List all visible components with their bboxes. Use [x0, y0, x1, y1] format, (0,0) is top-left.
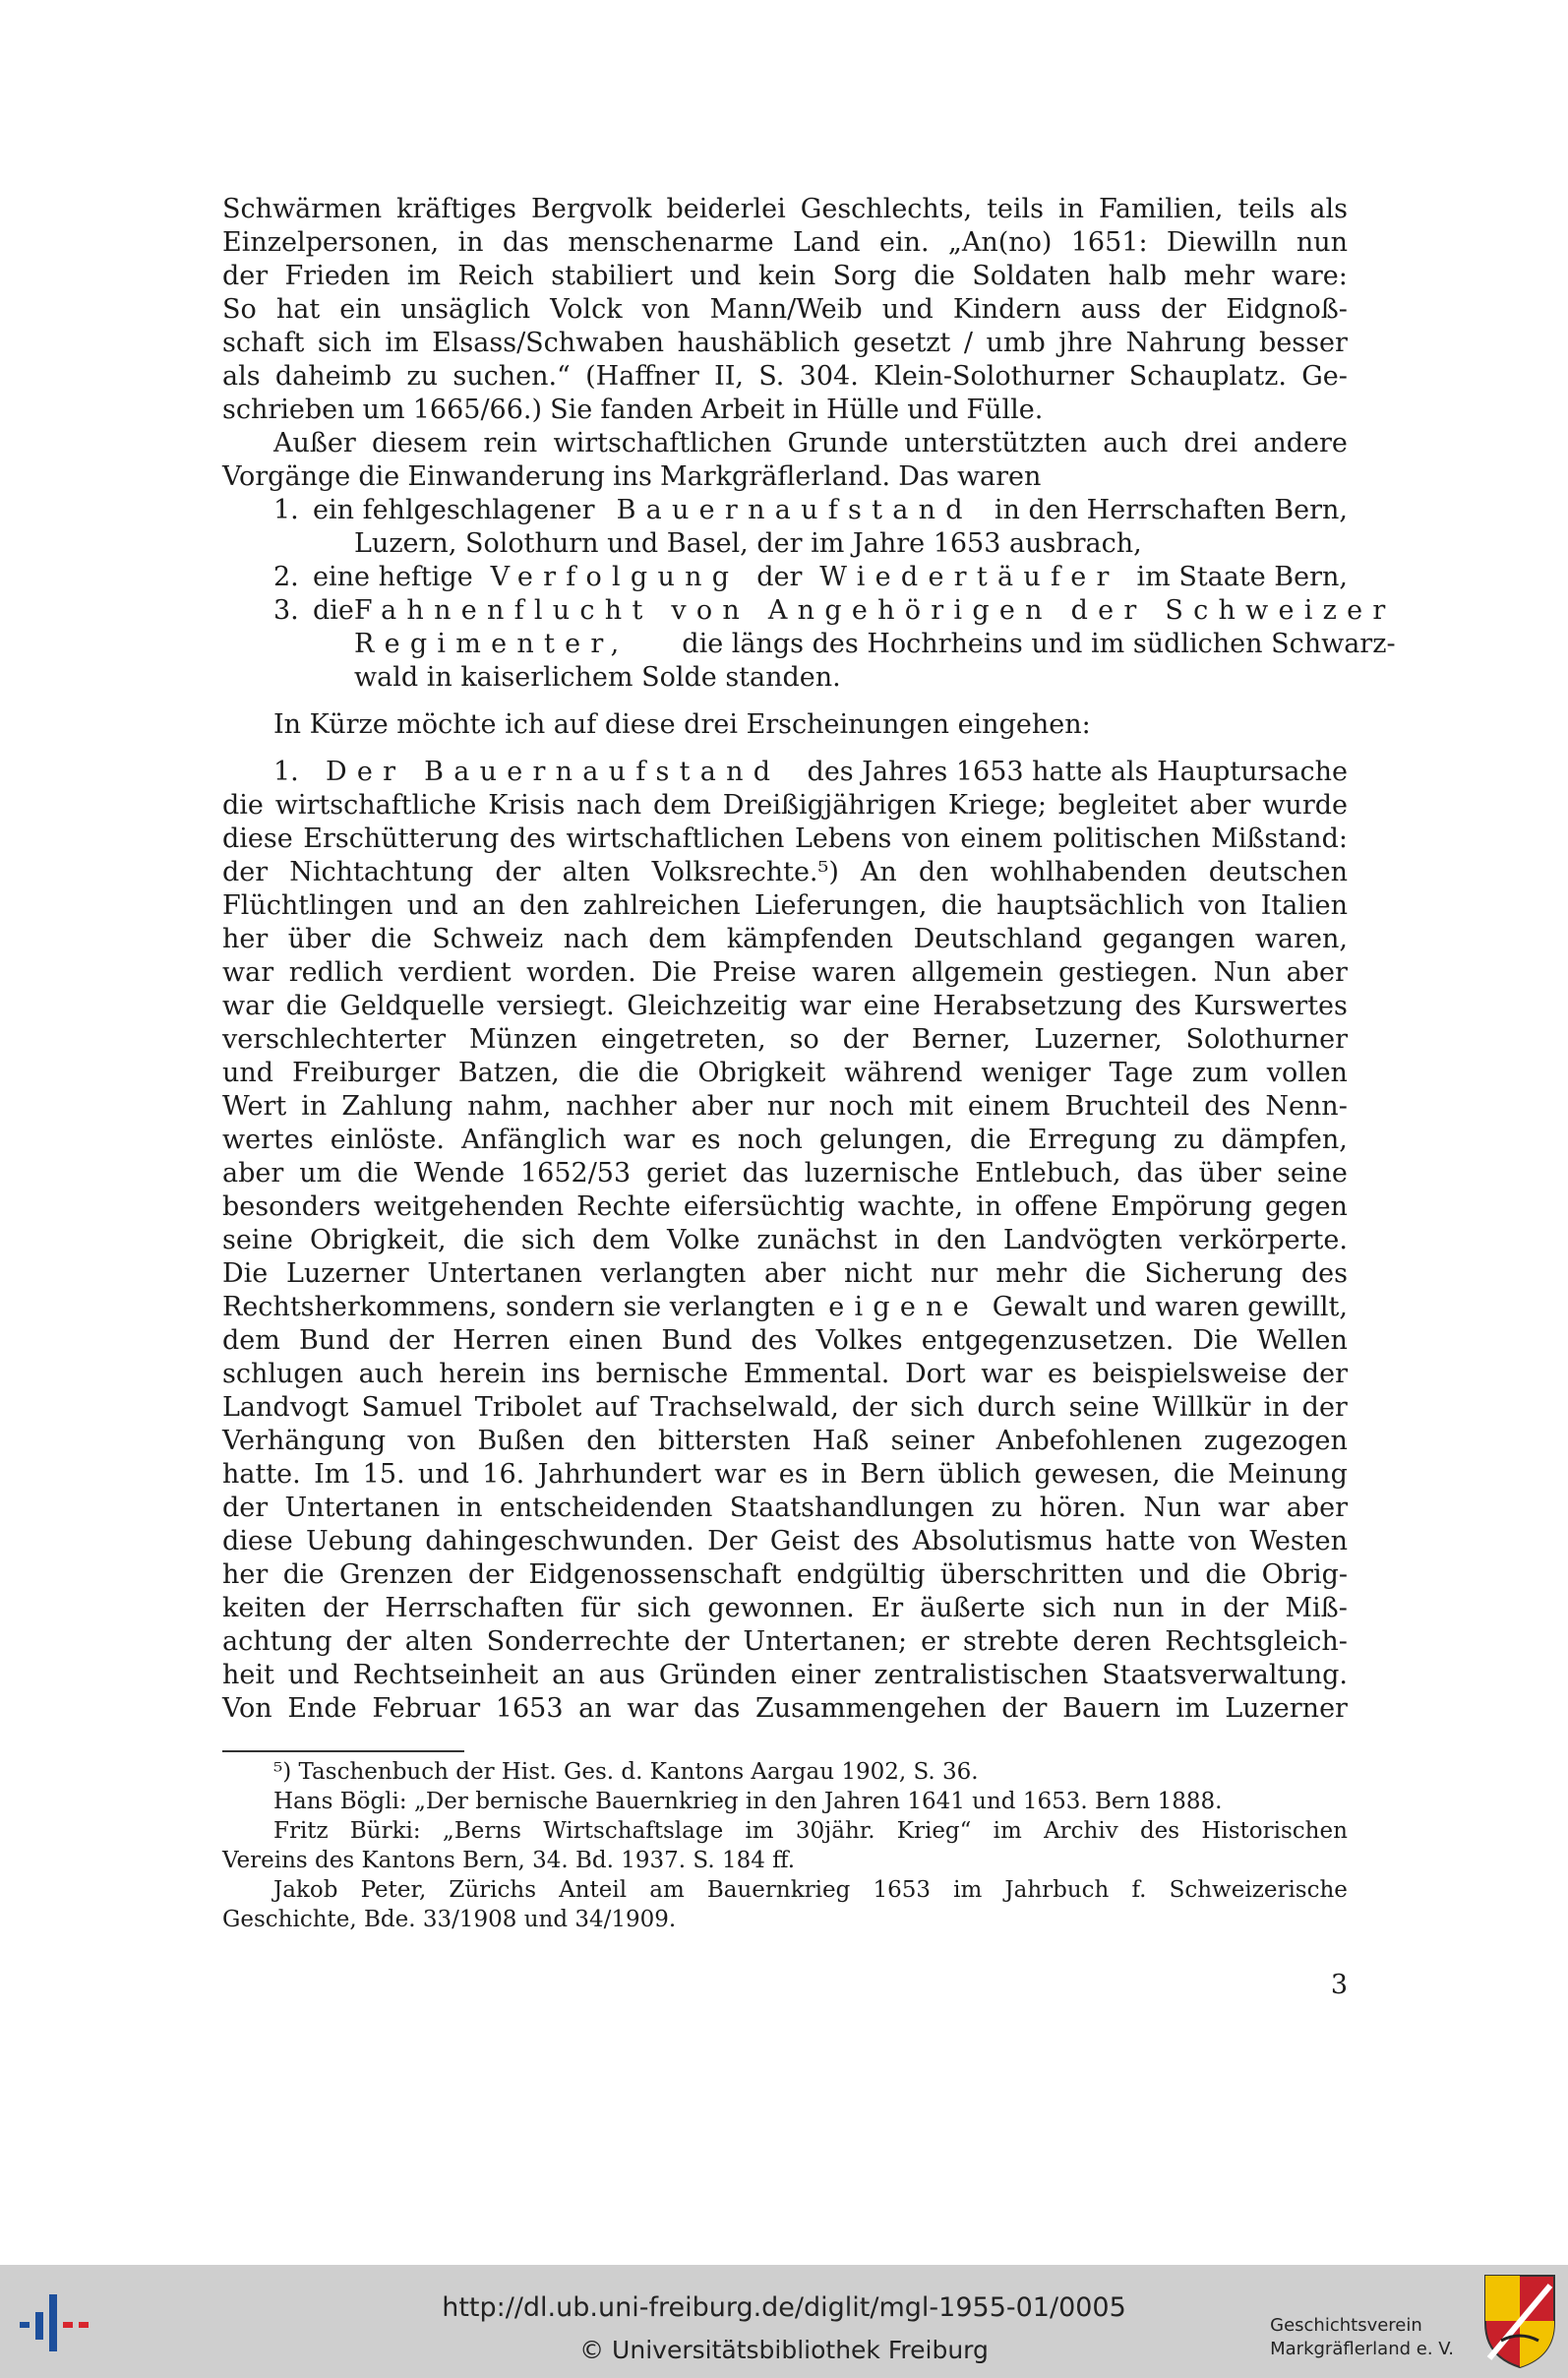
spaced-text: Verfolgung	[490, 562, 740, 592]
footnote: Vereins des Kantons Bern, 34. Bd. 1937. S. 184 ff.	[222, 1848, 796, 1873]
text-line: war die Geldquelle versiegt. Gleichzeitig war eine Herabsetzung des Kurswertes	[222, 991, 1348, 1021]
copyright: © Universitätsbibliothek Freiburg	[579, 2336, 989, 2364]
list-item	[222, 594, 1396, 695]
text: Rechtsherkommens, sondern sie verlangten	[222, 1292, 815, 1322]
spaced-text: Bauernaufstand	[616, 495, 973, 525]
text-line: schrieben um 1665/66.) Sie fanden Arbeit in Hülle und Fülle.	[222, 395, 1044, 425]
text-line: keiten der Herrschaften für sich gewonnen. Er äußerte sich nun in der Miß-	[222, 1593, 1348, 1623]
text: der	[756, 562, 803, 592]
text: in den Herrschaften Bern,	[994, 495, 1348, 525]
text-line: Vorgänge die Einwanderung ins Markgräflerland. Das waren	[222, 461, 1042, 492]
text-line: hatte. Im 15. und 16. Jahrhundert war es in Bern üblich gewesen, die Meinung	[222, 1459, 1348, 1490]
page-number: 3	[1330, 1970, 1348, 2000]
footnote: Geschichte, Bde. 33/1908 und 34/1909.	[222, 1907, 677, 1932]
paragraph-uprising-cont	[222, 1324, 1348, 1726]
main-text	[222, 193, 1396, 1726]
text-line: diese Uebung dahingeschwunden. Der Geist des Absolutismus hatte von Westen	[222, 1526, 1348, 1556]
text-line: Verhängung von Bußen den bittersten Haß seiner Anbefohlenen zugezogen	[222, 1426, 1348, 1456]
text-line: die wirtschaftliche Krisis nach dem Dreißigjährigen Kriege; begleitet aber wurde	[222, 790, 1348, 821]
list-number: 2.	[273, 562, 299, 592]
text-line: Einzelpersonen, in das menschenarme Land ein. „An(no) 1651: Diewilln nun	[222, 227, 1348, 258]
spaced-text: Der Bauernaufstand	[325, 757, 781, 787]
text-line: achtung der alten Sonderrechte der Untertanen; er strebte deren Rechtsgleich-	[222, 1626, 1348, 1657]
document-url[interactable]: http://dl.ub.uni-freiburg.de/diglit/mgl-1955-01/0005	[442, 2292, 1126, 2323]
footnote: Hans Bögli: „Der bernische Bauernkrieg in den Jahren 1641 und 1653. Bern 1888.	[273, 1789, 1223, 1814]
list-number: 3.	[273, 595, 299, 626]
text-line: schaft sich im Elsass/Schwaben haushäblich gesetzt / umb jhre Nahrung besser	[222, 328, 1348, 358]
text: im Staate Bern,	[1136, 562, 1348, 592]
text-line: der Frieden im Reich stabiliert und kein Sorg die Soldaten halb mehr ware:	[222, 261, 1348, 291]
text-line: her über die Schweiz nach dem kämpfenden Deutschland gegangen waren,	[222, 924, 1348, 954]
text-line: heit und Rechtseinheit an aus Gründen einer zentralistischen Staatsverwaltung.	[222, 1660, 1348, 1690]
text: die	[313, 595, 354, 626]
text-line: diese Erschütterung des wirtschaftlichen Lebens von einem politischen Mißstand:	[222, 823, 1348, 854]
text-line: besonders weitgehenden Rechte eifersüchtig wachte, in offene Empörung gegen	[222, 1191, 1348, 1222]
text: wald in kaiserlichem Solde standen.	[354, 662, 841, 693]
text-line: der Untertanen in entscheidenden Staatshandlungen zu hören. Nun war aber	[222, 1493, 1348, 1523]
spaced-text: Regimenter,	[354, 629, 630, 659]
text: des Jahres 1653 hatte als Hauptursache	[807, 757, 1348, 787]
text-line: Landvogt Samuel Tribolet auf Trachselwald, der sich durch seine Willkür in der	[222, 1392, 1348, 1423]
list-item	[222, 561, 1348, 594]
text-line: war redlich verdient worden. Die Preise waren allgemein gestiegen. Nun aber	[222, 957, 1348, 988]
text-line	[222, 1291, 1348, 1324]
footnotes	[222, 1757, 1348, 1934]
text-line: Von Ende Februar 1653 an war das Zusammengehen der Bauern im Luzerner	[222, 1693, 1348, 1724]
text-line: Flüchtlingen und an den zahlreichen Lieferungen, die hauptsächlich von Italien	[222, 890, 1348, 921]
text: die längs des Hochrheins und im südlichen Schwarz-	[682, 629, 1396, 659]
footer-bar	[0, 2265, 1568, 2378]
footnote: Fritz Bürki: „Berns Wirtschaftslage im 30jähr. Krieg“ im Archiv des Historischen	[273, 1818, 1348, 1844]
footnote: ⁵) Taschenbuch der Hist. Ges. d. Kantons Aargau 1902, S. 36.	[273, 1759, 979, 1785]
text-line: Die Luzerner Untertanen verlangten aber nicht nur mehr die Sicherung des	[222, 1258, 1348, 1289]
text-line: als daheimb zu suchen.“ (Haffner II, S. 304. Klein-Solothurner Schauplatz. Ge-	[222, 361, 1348, 392]
text: ein fehlgeschlagener	[313, 495, 595, 525]
text-line: seine Obrigkeit, die sich dem Volke zunächst in den Landvögten verkörperte.	[222, 1225, 1348, 1255]
text-line: schlugen auch herein ins bernische Emmental. Dort war es beispielsweise der	[222, 1359, 1348, 1389]
intro-line: In Kürze möchte ich auf diese drei Erscheinungen eingehen:	[273, 709, 1091, 740]
list-number: 1.	[273, 495, 299, 525]
list-item	[222, 494, 1348, 561]
text-line: wertes einlöste. Anfänglich war es noch gelungen, die Erregung zu dämpfen,	[222, 1125, 1348, 1155]
paragraph-continuation	[222, 193, 1348, 427]
text-line: aber um die Wende 1652/53 geriet das luzernische Entlebuch, das über seine	[222, 1158, 1348, 1189]
text-line: und Freiburger Batzen, die die Obrigkeit während weniger Tage zum vollen	[222, 1058, 1348, 1088]
text-line: Wert in Zahlung nahm, nachher aber nur noch mit einem Bruchteil des Nenn-	[222, 1091, 1348, 1122]
spaced-text: Wiedertäufer	[819, 562, 1119, 592]
text: eine heftige	[313, 562, 473, 592]
text-line: her die Grenzen der Eidgenossenschaft endgültig überschritten und die Obrig-	[222, 1559, 1348, 1590]
text-line: der Nichtachtung der alten Volksrechte.⁵) An den wohlhabenden deutschen	[222, 857, 1348, 887]
text-line: Schwärmen kräftiges Bergvolk beiderlei Geschlechts, teils in Familien, teils als	[222, 194, 1348, 224]
text: Luzern, Solothurn und Basel, der im Jahre 1653 ausbrach,	[354, 528, 1142, 559]
text: 1.	[273, 757, 299, 787]
text-line: So hat ein unsäglich Volck von Mann/Weib und Kindern auss der Eidgnoß-	[222, 294, 1348, 325]
text: Gewalt und waren gewillt,	[992, 1292, 1348, 1322]
footnote-rule	[222, 1750, 464, 1752]
footnote: Jakob Peter, Zürichs Anteil am Bauernkrieg 1653 im Jahrbuch f. Schweizerische	[273, 1877, 1348, 1903]
text-line: dem Bund der Herren einen Bund des Volkes entgegenzusetzen. Die Wellen	[222, 1325, 1348, 1356]
text-line: Außer diesem rein wirtschaftlichen Grunde unterstützten auch drei andere	[273, 428, 1348, 458]
society-name: Geschichtsverein Markgräflerland e. V.	[1270, 2315, 1454, 2359]
paragraph-reasons	[222, 427, 1348, 494]
text-line: verschlechterter Münzen eingetreten, so der Berner, Luzerner, Solothurner	[222, 1024, 1348, 1055]
coat-of-arms-icon	[1481, 2272, 1558, 2370]
spaced-text: Fahnenflucht von Angehörigen der Schweizer	[353, 595, 1396, 626]
spaced-text: eigene	[828, 1292, 980, 1322]
section-heading-line	[222, 756, 1348, 789]
paragraph-uprising	[222, 789, 1348, 1291]
